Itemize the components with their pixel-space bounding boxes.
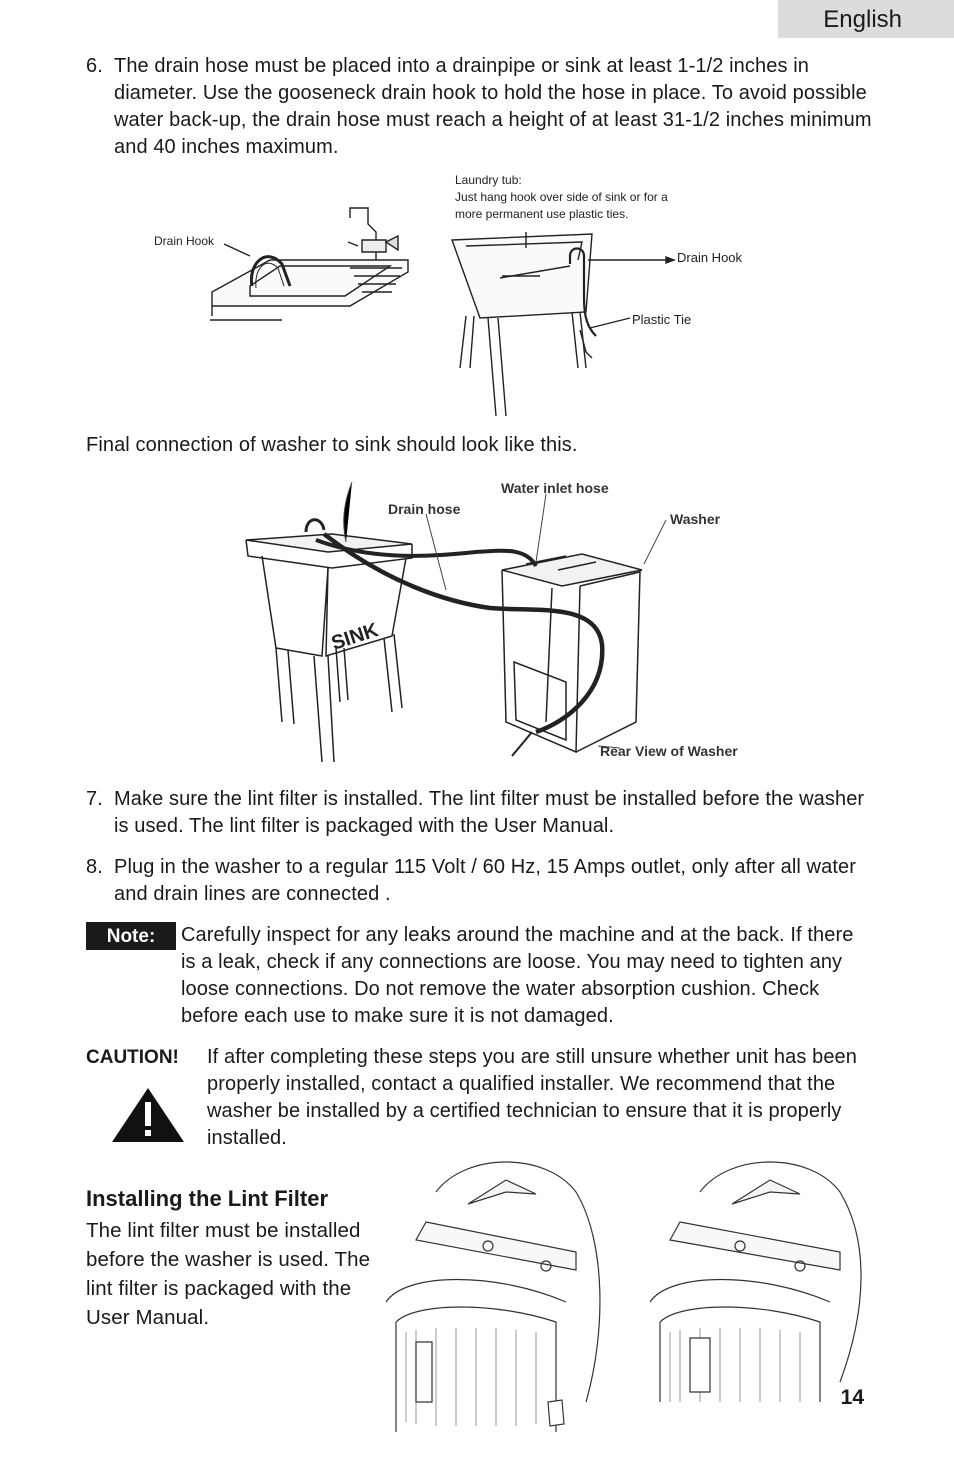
note-text: Carefully inspect for any leaks around the machine and at the back. If there is a leak, check if any connections are loose. You may need to tighten any loose connections. Do not remove the water absorption cushion. Check before each use to make sure it is not damaged. (181, 924, 854, 1027)
step-6 (86, 53, 876, 161)
step-text: Make sure the lint filter is installed. The lint filter must be installed before the washer is used. The lint filter is packaged with the User Manual. (114, 788, 865, 837)
language-tab: English (778, 0, 954, 38)
left-drain-hook-label: Drain Hook (154, 234, 215, 248)
right-drain-hook-label: Drain Hook (677, 250, 743, 265)
lint-filter-heading: Installing the Lint Filter (86, 1186, 328, 1211)
warning-icon (110, 1086, 186, 1144)
kitchen-sink-illustration (210, 208, 408, 320)
step-8 (86, 854, 876, 908)
step-number: 7. (86, 788, 103, 810)
lint-filter-text: The lint filter must be installed before the washer is used. The lint filter is packaged with the User Manual. (86, 1219, 371, 1329)
step-number: 8. (86, 856, 103, 878)
step-number: 6. (86, 55, 103, 77)
tub-caption-line1: Laundry tub: (455, 173, 522, 187)
final-connection-text: Final connection of washer to sink should look like this. (86, 434, 578, 456)
drain-hook-figure (140, 168, 780, 420)
water-inlet-hose-label: Water inlet hose (501, 480, 609, 496)
lint-filter-figure-1 (376, 1152, 616, 1432)
tub-caption-line2: Just hang hook over side of sink or for a (455, 190, 668, 204)
page-number: 14 (840, 1386, 864, 1409)
washer-illustration (502, 554, 642, 752)
lint-filter-figure-2 (640, 1152, 870, 1402)
caution-label: CAUTION! (86, 1047, 179, 1068)
step-text: Plug in the washer to a regular 115 Volt / 60 Hz, 15 Amps outlet, only after all water and drain lines are connected . (114, 856, 856, 905)
rear-view-label: Rear View of Washer (600, 743, 738, 759)
note-badge: Note: (86, 922, 176, 950)
plastic-tie-label: Plastic Tie (632, 312, 692, 327)
tub-caption-line3: more permanent use plastic ties. (455, 207, 629, 221)
step-7 (86, 786, 876, 840)
sink-label: SINK (328, 619, 382, 655)
washer-label: Washer (670, 511, 721, 527)
step-text: The drain hose must be placed into a drainpipe or sink at least 1-1/2 inches in diameter. Use the gooseneck drain hook to hold the hose in place. To avoid possible water back-up, the drain hose must reach a height of at least 31-1/2 inches minimum and 40 inches maximum. (114, 55, 872, 158)
drain-hose-label: Drain hose (388, 501, 461, 517)
caution-text: If after completing these steps you are still unsure whether unit has been properly installed, contact a qualified installer. We recommend that the washer be installed by a certified technician to ensure that it is properly installed. (207, 1046, 857, 1149)
sink-washer-figure (236, 472, 756, 768)
